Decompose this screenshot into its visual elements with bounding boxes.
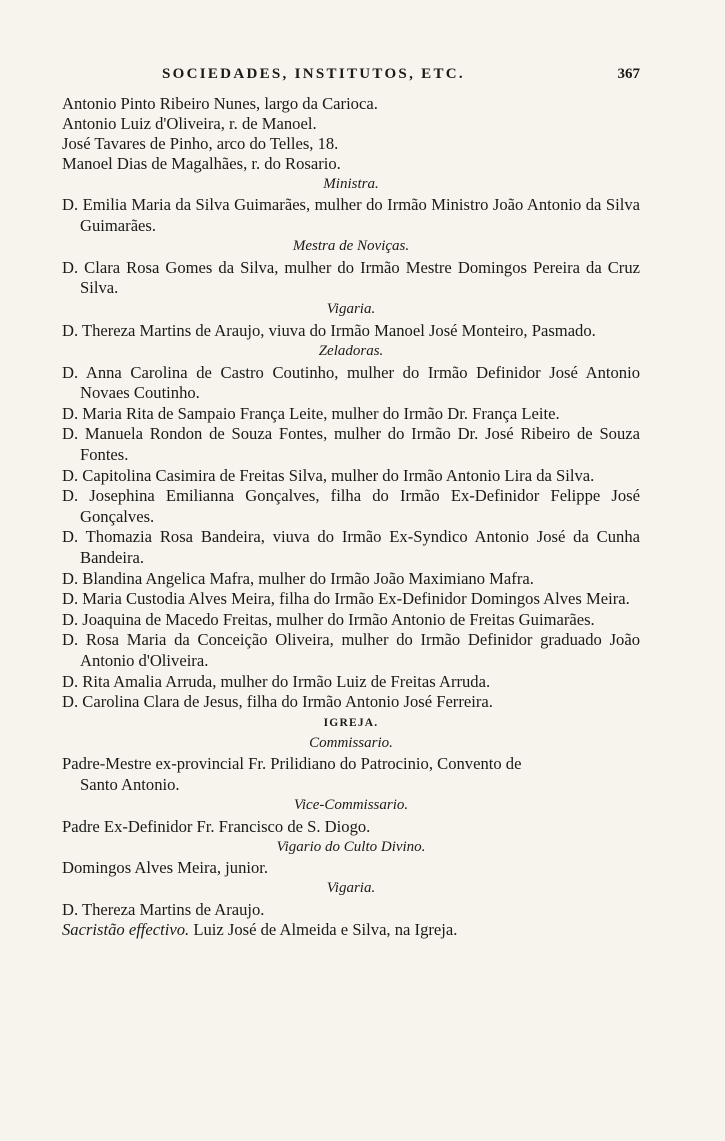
entry: D. Anna Carolina de Castro Coutinho, mulher do Irmão Definidor José Antonio Novaes Coutinho. (62, 362, 640, 403)
section-heading-zeladoras: Zeladoras. (318, 343, 384, 360)
entry: D. Thereza Martins de Araujo, viuva do Irmão Manoel José Monteiro, Pasmado. (62, 320, 596, 340)
commissario-line: Padre-Mestre ex-provincial Fr. Prilidiano do Patrocinio, Convento de (62, 754, 522, 774)
vice-commissario-entry: Padre Ex-Definidor Fr. Francisco de S. Diogo. (62, 816, 371, 836)
vice-commissario-heading: Vice-Commissario. (293, 797, 409, 814)
entry: D. Emilia Maria da Silva Guimarães, mulher do Irmão Ministro João Antonio da Silva Guimarães. (62, 195, 640, 235)
commissario-line-continued: Santo Antonio. (80, 774, 180, 794)
entry: D. Maria Rita de Sampaio França Leite, mulher do Irmão Dr. França Leite. (62, 403, 560, 423)
member-line: José Tavares de Pinho, arco do Telles, 18. (62, 133, 339, 153)
book-page (62, 66, 640, 940)
sacristao-label: Sacristão effectivo. (62, 919, 190, 939)
entry: D. Blandina Angelica Mafra, mulher do Irmão João Maximiano Mafra. (62, 568, 534, 588)
entry: D. Manuela Rondon de Souza Fontes, mulher do Irmão Dr. José Ribeiro de Souza Fontes. (62, 424, 640, 464)
entry: D. Josephina Emilianna Gonçalves, filha do Irmão Ex-Definidor Felippe José Gonçalves. (62, 486, 640, 526)
sacristao-entry (62, 920, 640, 940)
vigario-culto-entry: Domingos Alves Meira, junior. (62, 858, 269, 878)
entry: D. Rosa Maria da Conceição Oliveira, mulher do Irmão Definidor graduado João Antonio d'Oliveira. (62, 630, 640, 670)
commissario-heading: Commissario. (309, 734, 393, 751)
vigario-culto-heading: Vigario do Culto Divino. (276, 838, 426, 855)
section-heading-vigaria: Vigaria. (326, 301, 376, 317)
entry: D. Joaquina de Macedo Freitas, mulher do Irmão Antonio de Freitas Guimarães. (62, 609, 595, 629)
page-header (62, 66, 640, 90)
commissario-entry (62, 754, 640, 795)
member-line: Antonio Pinto Ribeiro Nunes, largo da Carioca. (62, 94, 378, 113)
entry: D. Clara Rosa Gomes da Silva, mulher do Irmão Mestre Domingos Pereira da Cruz Silva. (62, 257, 640, 298)
entry: D. Thomazia Rosa Bandeira, viuva do Irmão Ex-Syndico Antonio José da Cunha Bandeira. (62, 527, 640, 567)
entry: D. Rita Amalia Arruda, mulher do Irmão Luiz de Freitas Arruda. (62, 671, 491, 691)
running-title: SOCIEDADES, INSTITUTOS, ETC. (162, 66, 465, 82)
member-line: Manoel Dias de Magalhães, r. do Rosario. (62, 153, 341, 173)
member-line: Antonio Luiz d'Oliveira, r. de Manoel. (62, 113, 317, 133)
page-number: 367 (617, 66, 640, 82)
sacristao-name: Luiz José de Almeida e Silva, na Igreja. (193, 919, 458, 939)
entry: D. Capitolina Casimira de Freitas Silva, mulher do Irmão Antonio Lira da Silva. (62, 465, 595, 485)
entry: D. Maria Custodia Alves Meira, filha do Irmão Ex-Definidor Domingos Alves Meira. (62, 589, 630, 609)
igreja-title: IGREJA. (323, 716, 379, 729)
igreja-vigaria-heading: Vigaria. (326, 880, 376, 897)
section-heading-ministra: Ministra. (323, 175, 379, 192)
entry: D. Carolina Clara de Jesus, filha do Irmão Antonio José Ferreira. (62, 692, 493, 712)
igreja-vigaria-entry: D. Thereza Martins de Araujo. (62, 899, 265, 919)
section-heading-mestra: Mestra de Noviças. (292, 238, 410, 255)
